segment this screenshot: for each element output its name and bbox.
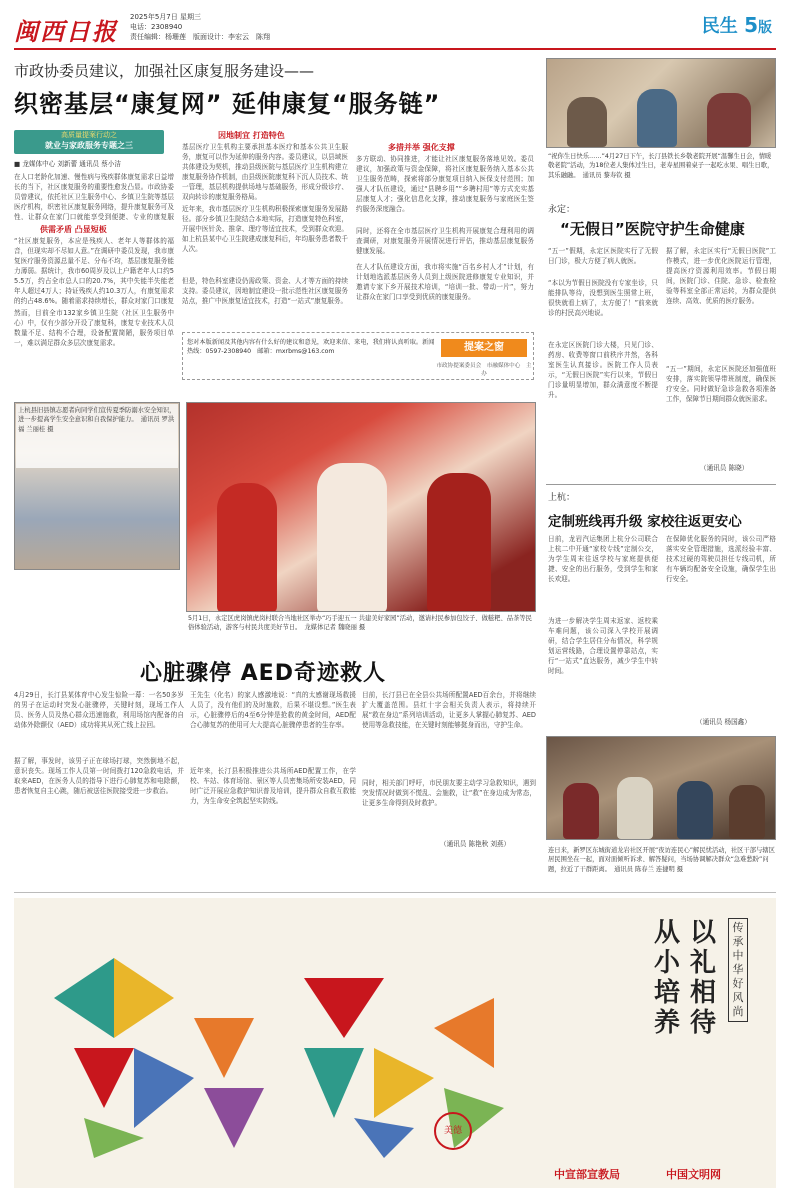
yongding-p1: “五一”假期，永定区医院实行了无假日门诊，极大方便了病人就医。 bbox=[548, 247, 658, 265]
notice-text: 您对本版新闻及其他内容有什么好的建议和意见，欢迎来信、来电，我们将认真听取。新闻热线：0597-2308940 邮箱：mxrbms@163.com bbox=[187, 339, 435, 355]
lead-col3-p1: 多方联动、协同推进，才能让社区康复服务落地见效。委员建议，加强政策与资金保障，将社区康复服务纳入基本公共卫生服务范畴，探索将部分康复项目纳入医保支付范围；加强人才队伍建设，通过“县聘乡用”“乡聘村用”等方式充实基层康复人才；强化信息化支撑，推动康复服务与家庭医生签约服务深度融合。 bbox=[356, 155, 534, 213]
tangram-piece bbox=[54, 958, 114, 1038]
shanghang-headline: 定制班线再升级 家校往返更安心 bbox=[548, 514, 742, 530]
ad-sponsor-1: 中宣部宣教局 bbox=[554, 1168, 620, 1181]
yongding-headline: “无假日”医院守护生命健康 bbox=[560, 220, 745, 238]
photo-figure bbox=[317, 463, 387, 612]
ad-top-rule bbox=[14, 892, 776, 893]
notice-box bbox=[182, 332, 534, 380]
issue-date: 2025年5月7日 星期三 bbox=[130, 13, 201, 21]
notice-button: 提案之窗 bbox=[441, 339, 527, 357]
page-suffix: 版 bbox=[758, 20, 772, 36]
aed-col3-p1: 目前，长汀县已在全县公共场所配置AED百余台，并将继续扩大覆盖范围。县红十字会相关负责人表示，将持续开展“救在身边”系列培训活动，让更多人掌握心肺复苏、AED使用等急救技能，在关键时刻能够挺身而出，守护生命。 bbox=[362, 691, 536, 729]
ad-seal: 美德 bbox=[434, 1112, 472, 1150]
aed-col2-p1: 王先生（化名）的家人感激地说：“真的太感谢现场救援人员了，没有他们的及时施救，后果不堪设想。”医生表示，心脏骤停后的4至6分钟是抢救的黄金时间，AED配合心肺复苏的使用可大大提高心脏骤停患者的生存率。 bbox=[190, 691, 356, 729]
shanghang-p1: 日前，龙岩汽运集团上杭分公司联合上杭二中开通“家校专线”定制公交，为学生周末往返学校与家庭提供便捷、安全的出行服务，受到学生和家长欢迎。 bbox=[548, 535, 658, 583]
photo-drowning-safety-caption: 上杭县旧县镇志愿者向同学们宣传夏季防溺水安全知识，进一步提高学生安全意识和自我保护能力。 通讯员 罗洪福 兰丽桂 摄 bbox=[16, 404, 178, 468]
masthead-rule bbox=[14, 48, 776, 50]
aed-byline: （通讯员 陈艳秋 刘燕） bbox=[440, 840, 511, 848]
tangram-piece bbox=[304, 1048, 364, 1118]
lead-col1-p1: 在人口老龄化加速、慢性病与残疾群体康复需求日益增长的当下，社区康复服务的重要性愈发凸显。市政协委员曾建议，依托社区卫生服务中心、乡镇卫生院等基层医疗机构，织密社区康复服务网络，提升康复服务可及性，让群众在家门口就能享受到便捷、专业的康复服 bbox=[14, 173, 174, 220]
aed-col2-p2: 近年来，长汀县积极推进公共场所AED配置工作，在学校、车站、体育场馆、景区等人员密集场所安装AED，同时广泛开展应急救护知识普及培训，提升群众自救互救能力，为生命安全筑起坚实防线。 bbox=[190, 767, 356, 805]
photo-birthday bbox=[546, 58, 776, 148]
shanghang-p3: 在保障优化服务的同时，该公司严格落实安全管理措施，选派经验丰富、技术过硬的驾驶员担任专线司机，所有车辆均配备安全设施，确保学生出行安全。 bbox=[666, 535, 776, 583]
lead-col1-p3: 然而，目前全市132家乡镇卫生院（社区卫生服务中心）中，仅有少部分开设了康复科，康复专业技术人员数量不足、结构不合理，设备配置简陋，服务项目单一，难以满足群众多层次康复需求。 bbox=[14, 309, 174, 347]
subhead-3: 多措并举 强化支撑 bbox=[388, 143, 455, 152]
tangram-piece bbox=[204, 1088, 264, 1148]
photo-figure bbox=[729, 785, 765, 839]
divider bbox=[546, 484, 776, 485]
banner-subtitle: 就业与家政服务专题之三 bbox=[45, 141, 133, 150]
banner-title: 高质量提案行动之 bbox=[61, 131, 117, 139]
photo-figure bbox=[567, 97, 607, 147]
lead-col2-p3: 但是，特色科室建设仍需政策、资金、人才等方面的持续支持。委员建议，因地制宜建设一批示范性社区康复服务站点，推广中医康复适宜技术，打造“一站式”康复服务。 bbox=[182, 277, 348, 305]
banner bbox=[14, 130, 164, 154]
subhead-1: 供需矛盾 凸显短板 bbox=[40, 225, 107, 234]
notice-sponsor: 市政协提案委员会 市融媒体中心 主办 bbox=[436, 363, 532, 377]
lead-headline: 织密基层“康复网” 延伸康复“服务链” bbox=[14, 90, 441, 118]
photo-figure bbox=[427, 473, 491, 612]
tangram-piece bbox=[114, 958, 174, 1038]
yongding-place: 永定： bbox=[548, 205, 576, 215]
photo-night-visit bbox=[546, 736, 776, 840]
phone: 电话：2308940 bbox=[130, 23, 183, 31]
photo-figure bbox=[563, 783, 599, 839]
yongding-p4: 在永定区医院门诊大楼，只见门诊、药房、收费等窗口前秩序井然，各科室医生认真接诊。医院工作人员表示，“无假日医院”实行以来，节假日门诊量明显增加，群众满意度不断提升。 bbox=[548, 341, 658, 399]
tangram-piece bbox=[354, 1118, 414, 1158]
photo-festival-caption: 5月1日，永定区虎岗镇虎岗村联合当地社区举办“巧手迎五一 共建美好家园”活动，邀请村民参加包饺子、做糍粑、品茶等民俗体验活动，游客与村民共度美好节日。 龙媒体记者 魏晓丽 摄 bbox=[188, 615, 532, 632]
ad-sponsor-2: 中国文明网 bbox=[666, 1168, 721, 1181]
lead-kicker: 市政协委员建议，加强社区康复服务建设—— bbox=[14, 62, 315, 80]
photo-figure bbox=[217, 483, 277, 612]
photo-figure bbox=[677, 781, 713, 839]
lead-col3-p3: 在人才队伍建设方面，我市将实施“百名乡村人才”计划，有计划地选派基层医务人员到上级医院进修康复专业知识，并邀请专家下乡开展技术培训，“培训一批、带动一片”，努力让群众在家门口享受到优质的康复服务。 bbox=[356, 263, 534, 301]
section-title bbox=[702, 12, 772, 38]
yongding-byline: （通讯员 陈晓） bbox=[700, 464, 749, 472]
ad-tag: 传承中华好风尚 bbox=[728, 918, 748, 1022]
tangram-piece bbox=[434, 998, 494, 1068]
section-name: 民生 bbox=[701, 16, 738, 37]
aed-headline: 心脏骤停 AED奇迹救人 bbox=[140, 661, 386, 686]
lead-col3-p2: 同时，还将在全市基层医疗卫生机构开展康复合理利用的调查调研，对康复服务开展情况进行评估，推动基层康复服务健康发展。 bbox=[356, 227, 534, 255]
lead-col1-p2: “社区康复服务，本应是残疾人、老年人等群体的福音，但现实却不尽如人意。”在调研中委员发现，我市康复医疗服务资源总量不足、分布不均，基层康复服务能力薄弱。据统计，我市60周岁及以上户籍老年人口约55.5万，约占全市总人口的20.7%，其中失能半失能老年人超过4万人；持证残疾人约10.3万人，有康复需求的约占48.6%。随着需求持续增长，群众对家门口康复 bbox=[14, 237, 174, 305]
newspaper-logo: 闽西日报 bbox=[14, 17, 118, 46]
tangram-piece bbox=[304, 978, 384, 1038]
tangram-piece bbox=[74, 1048, 134, 1108]
masthead bbox=[14, 10, 776, 48]
psa-ad bbox=[14, 898, 776, 1188]
shanghang-byline: （通讯员 杨国鑫） bbox=[696, 718, 751, 726]
yongding-p5: “五一”期间，永定区医院还加强值班安排，落实院领导带班制度，确保医疗安全。同时做好急诊急救各项准备工作，保障节日期间群众就医需求。 bbox=[666, 365, 776, 403]
photo-festival bbox=[186, 402, 536, 612]
photo-figure bbox=[617, 777, 653, 839]
editor-credit: 责任编辑：杨珊莲 版面设计：李宏云 陈翔 bbox=[130, 33, 270, 41]
subhead-2: 因地制宜 打造特色 bbox=[218, 131, 285, 140]
page-number: 5 bbox=[744, 13, 758, 37]
yongding-p3: 据了解，永定区实行“无假日医院”工作模式，进一步优化医院运行管理，提高医疗资源利用效率。节假日期间，医院门诊、住院、急诊、检查检验等科室全部正常运转，为群众提供连续、高效、优质的医疗服务。 bbox=[666, 247, 776, 305]
ad-title-1: 以礼相待 bbox=[690, 918, 717, 1038]
photo-birthday-caption: “祝你生日快乐……”4月27日下午，长汀县铁长乡敬老院开展“温馨生日会，情暖敬老院”活动，为18位老人集体过生日，老寿星围着桌子一起吃水果、唱生日歌，其乐融融。 通讯员 黎寿钦 摄 bbox=[548, 153, 774, 179]
aed-col1-p2: 据了解，事发时，该男子正在球场打球，突然倒地不起，意识丧失。现场工作人员第一时间拨打120急救电话，并取来AED，在医务人员的指导下进行心肺复苏和电除颤，患者恢复自主心跳，随后被送往医院接受进一步救治。 bbox=[14, 757, 184, 795]
lead-col2-p1: 基层医疗卫生机构主要承担基本医疗和基本公共卫生服务，康复可以作为延伸的服务内容。委员建议，以县域医共体建设为契机，推动县级医院与基层医疗卫生机构建立康复服务协作机制，由县级医院康复科下沉人员技术、统一管理，基层机构提供场地与基础服务，形成分级诊疗、双向转诊的康复服务格局。 bbox=[182, 143, 348, 201]
shanghang-place: 上杭： bbox=[548, 493, 576, 503]
lead-byline: ■ 龙媒体中心 刘新蕾 通讯员 蔡小洁 bbox=[14, 160, 121, 168]
tangram-piece bbox=[194, 1018, 254, 1078]
tangram-piece bbox=[374, 1048, 434, 1118]
yongding-p2: “本以为节假日医院没有专家坐诊，只能排队等待，没想到医生照常上班，很快就看上病了，太方便了！”前来就诊的村民高兴地说。 bbox=[548, 279, 658, 317]
photo-figure bbox=[637, 89, 677, 147]
aed-col3-p2: 同时，相关部门呼吁，市民朋友要主动学习急救知识，遇到突发情况时做到不慌乱、会施救，让“救”在身边成为常态，让更多生命得到及时救护。 bbox=[362, 779, 536, 807]
shanghang-p2: 为进一步解决学生周末返家、返校乘车难问题，该公司深入学校开展调研，结合学生居住分布情况，科学规划运营线路，合理设置停靠站点，实行“一站式”直达服务，减少学生中转时间。 bbox=[548, 617, 658, 675]
photo-night-visit-caption: 连日来，新罗区东城街道龙岩社区开展“夜访连民心”解民忧活动，社区干部与辖区居民围坐在一起，面对面倾听诉求、解答疑问，当场协调解决群众“急难愁盼”问题，拉近了干群距离。 通讯员 陈春兰 连捷明 摄 bbox=[548, 847, 775, 873]
aed-col1-p1: 4月29日，长汀县某体育中心发生惊险一幕：一名50多岁的男子在运动时突发心脏骤停，关键时刻，现场工作人员、医务人员及热心群众迅速施救，利用场馆内配备的自动体外除颤仪（AED）成功将其从死亡线上拉回。 bbox=[14, 691, 184, 729]
lead-col2-p2: 近年来，我市基层医疗卫生机构积极探索康复服务发展路径。部分乡镇卫生院结合本地实际，打造康复特色科室，开展中医针灸、推拿、理疗等适宜技术，受到群众欢迎。如上杭县某中心卫生院建成康复科后，年均服务患者数千人次。 bbox=[182, 205, 348, 253]
photo-figure bbox=[707, 93, 751, 147]
ad-title-2: 从小培养 bbox=[654, 918, 681, 1038]
tangram-piece bbox=[134, 1048, 194, 1128]
